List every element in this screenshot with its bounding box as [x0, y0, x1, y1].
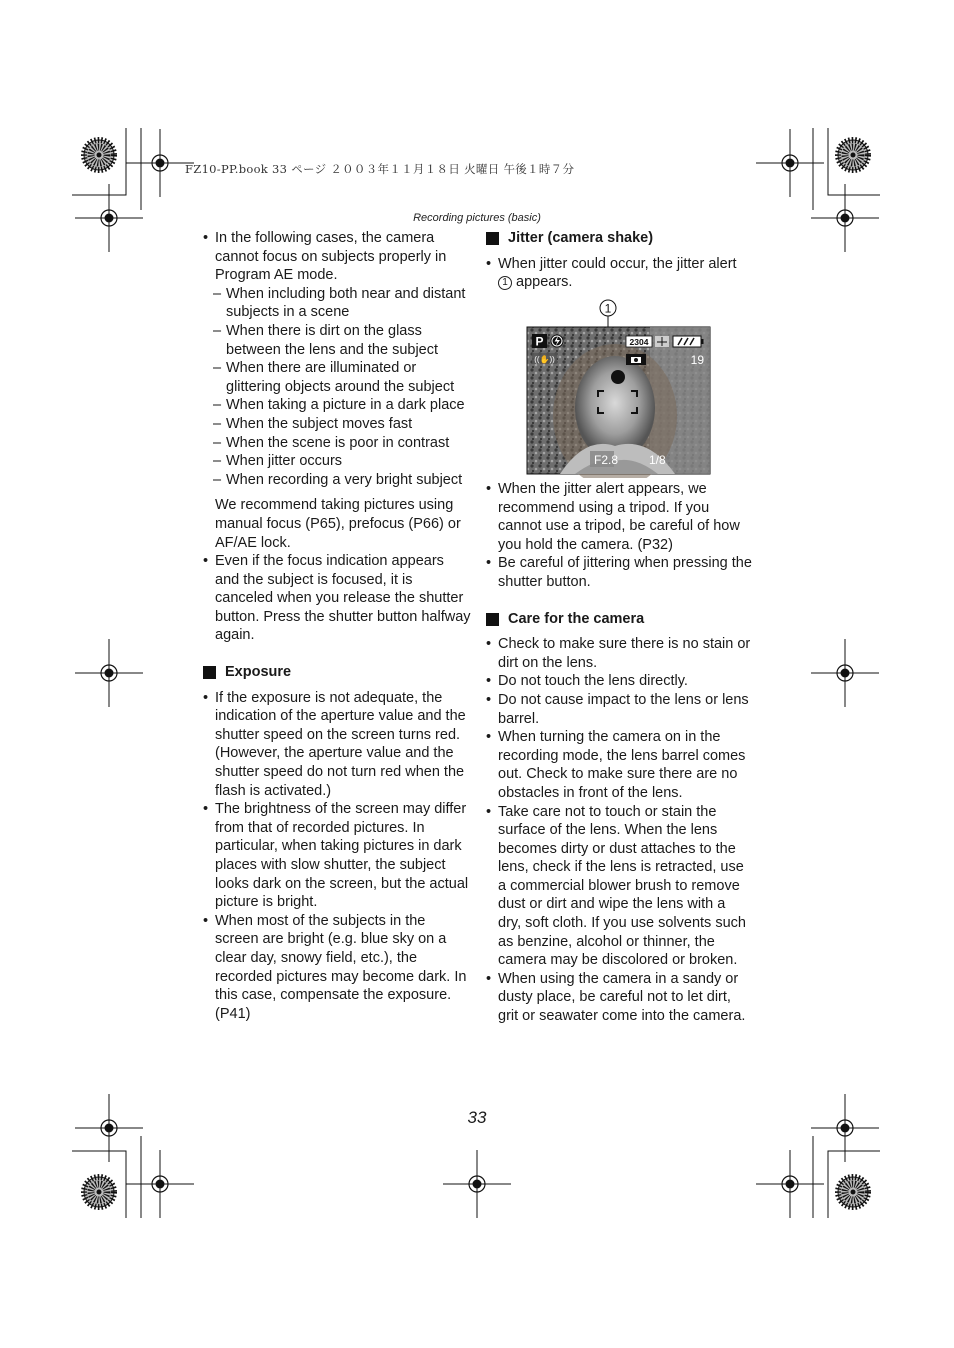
focus-case-item: – When the scene is poor in contrast	[203, 434, 471, 453]
figure-resolution: 2304	[629, 337, 649, 347]
running-head: Recording pictures (basic)	[413, 212, 541, 224]
heading-square-icon	[203, 666, 216, 679]
exposure-bullet: • When most of the subjects in the screen are bright (e.g. blue sky on a clear day, snowy field, etc.), the recorded pictures may become dark. In this case, compensate the exposure. (P41)	[203, 912, 471, 1024]
af-spot-icon	[611, 370, 625, 384]
exposure-bullet: • If the exposure is not adequate, the indication of the aperture value and the shutter speed on the screen turns red. (However, the aperture value and the shutter speed do not turn red when the flash is activated.)	[203, 689, 471, 801]
figure-shutter: 1/8	[649, 453, 666, 467]
figure-callout: 1	[604, 301, 612, 316]
focus-bullet: • In the following cases, the camera cannot focus on subjects properly in Program AE mode.	[203, 229, 471, 285]
figure-shots-left: 19	[690, 353, 704, 367]
exposure-bullet: • The brightness of the screen may differ from that of recorded pictures. In particular, when taking pictures in dark places with slow shutter, the subject looks dark on the screen, but the actual picture is bright.	[203, 800, 471, 912]
camera-screen-figure	[490, 296, 720, 478]
quality-icon	[655, 336, 669, 347]
jitter-intro-bullet: • When jitter could occur, the jitter alert 1 appears.	[486, 255, 752, 292]
file-header: FZ10-PP.book 33 ページ ２００３年１１月１８日 火曜日 午後１時７分	[185, 162, 575, 176]
exposure-heading: Exposure	[203, 663, 471, 682]
focus-indication-bullet: • Even if the focus indication appears and the subject is focused, it is canceled when you release the shutter button. Press the shutter button halfway again.	[203, 552, 471, 645]
page-number: 33	[467, 1108, 487, 1127]
right-column-lower	[486, 480, 752, 1026]
figure-aperture: F2.8	[594, 453, 619, 467]
battery-icon	[673, 336, 704, 347]
heading-square-icon	[486, 232, 499, 245]
heading-square-icon	[486, 613, 499, 626]
care-bullet: • When turning the camera on in the recording mode, the lens barrel comes out. Check to make sure there are no obstacles in front of the lens.	[486, 728, 752, 802]
jitter-heading: Jitter (camera shake)	[486, 229, 752, 248]
jitter-bullet: • When the jitter alert appears, we recommend using a tripod. If you cannot use a tripod, be careful of how you hold the camera. (P32)	[486, 480, 752, 554]
focus-case-item: – When recording a very bright subject	[203, 471, 471, 490]
care-bullet: • Take care not to touch or stain the surface of the lens. When the lens becomes dirty or dust attaches to the lens, check if the lens is retracted, use a commercial blower brush to remove dust or dirt and wipe the lens with a dry, soft cloth. If you use solvents such as benzine, alcohol or thinner, the camera may be discolored or broken.	[486, 803, 752, 970]
focus-case-item: – When there are illuminated or glittering objects around the subject	[203, 359, 471, 396]
care-bullet: • When using the camera in a sandy or dusty place, be careful not to let dirt, grit or seawater come into the camera.	[486, 970, 752, 1026]
care-heading: Care for the camera	[486, 610, 752, 629]
right-column	[486, 229, 752, 292]
care-bullet: • Check to make sure there is no stain or dirt on the lens.	[486, 635, 752, 672]
focus-recommend: We recommend taking pictures using manual focus (P65), prefocus (P66) or AF/AE lock.	[215, 497, 461, 551]
focus-case-item: – When taking a picture in a dark place	[203, 396, 471, 415]
callout-number: 1	[498, 276, 512, 290]
care-bullet: • Do not cause impact to the lens or lens barrel.	[486, 691, 752, 728]
care-bullet: • Do not touch the lens directly.	[486, 672, 752, 691]
svg-text:((✋)): ((✋))	[534, 355, 555, 364]
focus-case-item: – When there is dirt on the glass between the lens and the subject	[203, 322, 471, 359]
jitter-bullet: • Be careful of jittering when pressing the shutter button.	[486, 554, 752, 591]
focus-case-item: – When jitter occurs	[203, 452, 471, 471]
figure-mode: P	[535, 334, 544, 349]
left-column	[203, 229, 471, 1023]
focus-case-item: – When including both near and distant subjects in a scene	[203, 285, 471, 322]
focus-case-item: – When the subject moves fast	[203, 415, 471, 434]
